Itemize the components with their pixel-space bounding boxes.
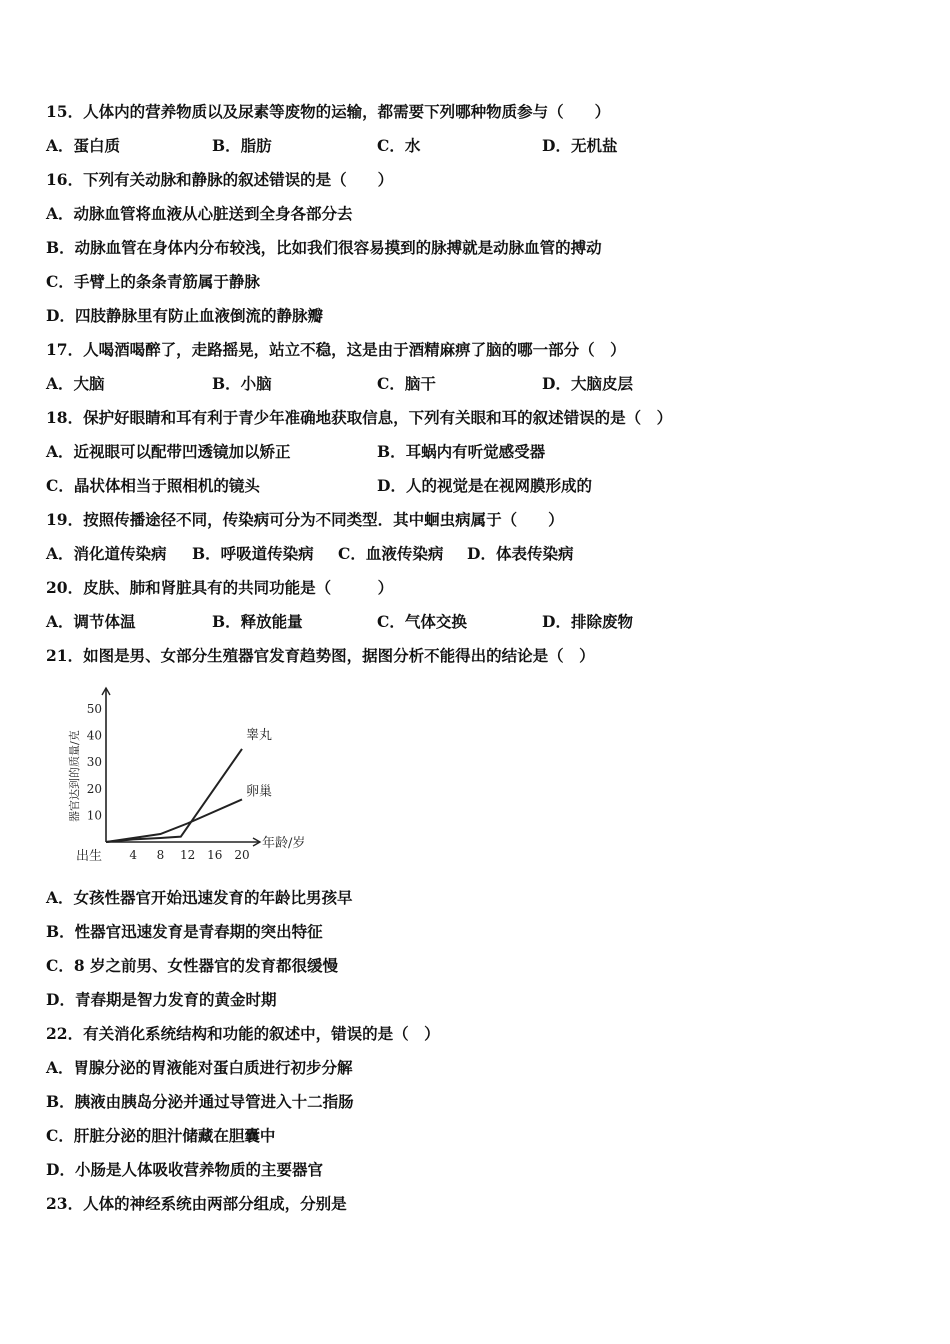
q17-option-b: B．小脑: [212, 374, 272, 393]
y-tick-label: 40: [86, 728, 102, 743]
y-tick-label: 10: [86, 808, 102, 823]
q19-option-b: B．呼吸道传染病: [192, 544, 314, 563]
x-origin-label: 出生: [76, 849, 103, 864]
x-tick-label: 8: [156, 848, 165, 862]
chart-series: [106, 727, 272, 842]
y-axis-label: 器官达到的质量/克: [68, 730, 81, 822]
y-tick-labels: [87, 702, 102, 822]
q15-option-a: A．蛋白质: [46, 136, 121, 155]
q15-option-d: D．无机盐: [542, 136, 618, 155]
q21-option-c: C．8 岁之前男、女性器官的发育都很缓慢: [46, 956, 339, 975]
q16-option-a: A．动脉血管将血液从心脏送到全身各部分去: [46, 204, 353, 223]
question-16-stem: 16．下列有关动脉和静脉的叙述错误的是（ ）: [46, 170, 394, 189]
q22-option-b: B．胰液由胰岛分泌并通过导管进入十二指肠: [46, 1092, 354, 1111]
y-tick-label: 20: [86, 781, 102, 796]
x-tick-label: 16: [207, 848, 223, 862]
q22-option-d: D．小肠是人体吸收营养物质的主要器官: [46, 1160, 323, 1179]
series-label-ovary: 卵巢: [246, 784, 273, 800]
question-17-stem: 17．人喝酒喝醉了，走路摇晃，站立不稳，这是由于酒精麻痹了脑的哪一部分（ ）: [46, 340, 626, 359]
q20-option-c: C．气体交换: [377, 612, 467, 631]
q21-option-a: A．女孩性器官开始迅速发育的年龄比男孩早: [46, 888, 353, 907]
question-19-stem: 19．按照传播途径不同，传染病可分为不同类型．其中蛔虫病属于（ ）: [46, 510, 564, 529]
q17-option-c: C．脑干: [377, 374, 436, 393]
q18-option-c: C．晶状体相当于照相机的镜头: [46, 476, 260, 495]
question-22-stem: 22．有关消化系统结构和功能的叙述中，错误的是（ ）: [46, 1024, 440, 1043]
q18-option-d: D．人的视觉是在视网膜形成的: [377, 476, 592, 495]
q18-option-a: A．近视眼可以配带凹透镜加以矫正: [46, 442, 291, 461]
q17-option-d: D．大脑皮层: [542, 374, 633, 393]
q21-option-b: B．性器官迅速发育是青春期的突出特征: [46, 922, 323, 941]
x-tick-label: 4: [129, 848, 138, 862]
y-tick-label: 30: [86, 755, 102, 770]
series-label-testis: 睾丸: [246, 727, 273, 743]
x-tick-label: 12: [179, 848, 196, 862]
question-18-stem: 18．保护好眼睛和耳有利于青少年准确地获取信息，下列有关眼和耳的叙述错误的是（ ）: [46, 408, 673, 427]
x-tick-label: 20: [234, 848, 250, 862]
question-23-stem: 23．人体的神经系统由两部分组成，分别是: [46, 1194, 347, 1213]
q20-option-d: D．排除废物: [542, 612, 633, 631]
q18-option-b: B．耳蜗内有听觉感受器: [377, 442, 546, 461]
q22-option-c: C．肝脏分泌的胆汁储藏在胆囊中: [46, 1126, 276, 1145]
q19-option-a: A．消化道传染病: [46, 544, 167, 563]
q17-option-a: A．大脑: [46, 374, 105, 393]
q19-option-c: C．血液传染病: [338, 544, 444, 563]
q20-option-b: B．释放能量: [212, 612, 303, 631]
question-20-stem: 20．皮肤、肺和肾脏具有的共同功能是（ ）: [46, 578, 394, 597]
x-axis-label: 年龄/岁: [262, 836, 306, 851]
q15-option-b: B．脂肪: [212, 136, 272, 155]
q16-option-b: B．动脉血管在身体内分布较浅，比如我们很容易摸到的脉搏就是动脉血管的搏动: [46, 238, 602, 257]
q20-option-a: A．调节体温: [46, 612, 136, 631]
q21-option-d: D．青春期是智力发育的黄金时期: [46, 990, 277, 1009]
x-tick-labels: [129, 848, 249, 862]
q16-option-c: C．手臂上的条条青筋属于静脉: [46, 272, 260, 291]
growth-chart: [68, 682, 322, 867]
question-21-stem: 21．如图是男、女部分生殖器官发育趋势图，据图分析不能得出的结论是（ ）: [46, 646, 595, 665]
question-15-stem: 15．人体内的营养物质以及尿素等废物的运输，都需要下列哪种物质参与（ ）: [46, 102, 611, 121]
chart-axes: [102, 688, 260, 846]
q16-option-d: D．四肢静脉里有防止血液倒流的静脉瓣: [46, 306, 323, 325]
y-tick-label: 50: [86, 702, 102, 716]
q19-option-d: D．体表传染病: [467, 544, 574, 563]
q22-option-a: A．胃腺分泌的胃液能对蛋白质进行初步分解: [46, 1058, 353, 1077]
series-line-ovary: [106, 799, 242, 842]
q15-option-c: C．水: [377, 136, 421, 155]
